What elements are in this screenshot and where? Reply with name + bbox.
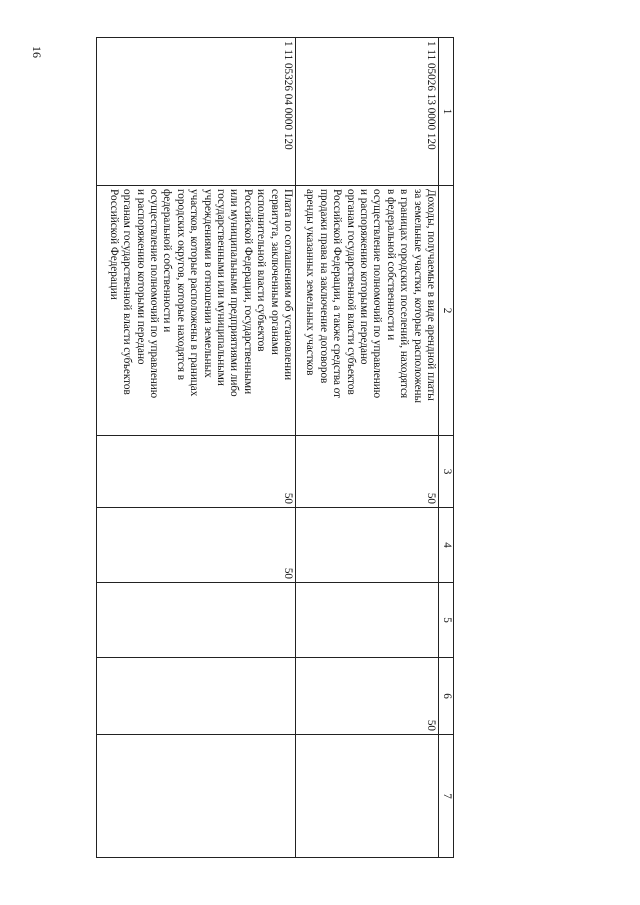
value-cell-col6: 50 bbox=[295, 658, 438, 735]
description-line: сервитута, заключенным органами bbox=[268, 189, 281, 355]
table-row bbox=[97, 38, 296, 858]
value-cell-col5 bbox=[295, 583, 438, 658]
description-line: федеральной собственности и bbox=[161, 189, 174, 333]
header-col-7: 7 bbox=[439, 735, 454, 858]
value-cell-col4: 50 bbox=[97, 508, 296, 583]
description-line: государственными или муниципальными bbox=[214, 189, 227, 386]
description-line: Плата по соглашениям об установлении bbox=[281, 189, 294, 381]
table-row bbox=[295, 38, 438, 858]
description-cell bbox=[295, 186, 438, 436]
header-col-4: 4 bbox=[439, 508, 454, 583]
description-line: участков, которые расположены в границах bbox=[188, 189, 201, 397]
description-line: и распоряжению которыми передано bbox=[357, 189, 370, 365]
description-line: осуществление полномочий по управлению bbox=[147, 189, 160, 399]
value-cell-col5 bbox=[97, 583, 296, 658]
description-line: за земельные участки, которые расположены bbox=[411, 189, 424, 404]
header-row bbox=[439, 38, 454, 858]
description-line: аренды указанных земельных участков bbox=[304, 189, 317, 376]
value-cell-col7 bbox=[295, 735, 438, 858]
value-cell-col3: 50 bbox=[295, 436, 438, 508]
description-line: Российской Федерации, а также средства от bbox=[331, 189, 344, 399]
description-line: в федеральной собственности и bbox=[384, 189, 397, 341]
description-cell bbox=[97, 186, 296, 436]
rotated-table-container bbox=[96, 37, 454, 857]
description-line: Российской Федерации bbox=[107, 189, 120, 300]
description-line: продажи права на заключение договоров bbox=[317, 189, 330, 384]
page-number: 16 bbox=[30, 46, 44, 58]
description-line: городских округов, которые находятся в bbox=[174, 189, 187, 381]
header-col-6: 6 bbox=[439, 658, 454, 735]
budget-code-cell: 1 11 05026 13 0000 120 bbox=[295, 38, 438, 186]
value-cell-col4 bbox=[295, 508, 438, 583]
description-line: исполнительной власти субъектов bbox=[255, 189, 268, 352]
value-cell-col6 bbox=[97, 658, 296, 735]
header-col-2: 2 bbox=[439, 186, 454, 436]
description-line: Российской Федерации, государственными bbox=[241, 189, 254, 395]
description-line: или муниципальными предприятиями либо bbox=[228, 189, 241, 397]
budget-code-cell: 1 11 05326 04 0000 120 bbox=[97, 38, 296, 186]
header-col-1: 1 bbox=[439, 38, 454, 186]
description-line: осуществление полномочий по управлению bbox=[371, 189, 384, 399]
description-line: и распоряжению которыми передано bbox=[134, 189, 147, 365]
description-line: органам государственной власти субъектов bbox=[121, 189, 134, 395]
header-col-5: 5 bbox=[439, 583, 454, 658]
value-cell-col7 bbox=[97, 735, 296, 858]
description-line: Доходы, получаемые в виде арендной платы bbox=[425, 189, 437, 401]
revenue-table bbox=[96, 37, 454, 858]
description-line: органам государственной власти субъектов bbox=[344, 189, 357, 395]
description-line: учреждениями в отношении земельных bbox=[201, 189, 214, 378]
value-cell-col3: 50 bbox=[97, 436, 296, 508]
description-line: в границах городских поселений, находятся bbox=[398, 189, 411, 399]
header-col-3: 3 bbox=[439, 436, 454, 508]
